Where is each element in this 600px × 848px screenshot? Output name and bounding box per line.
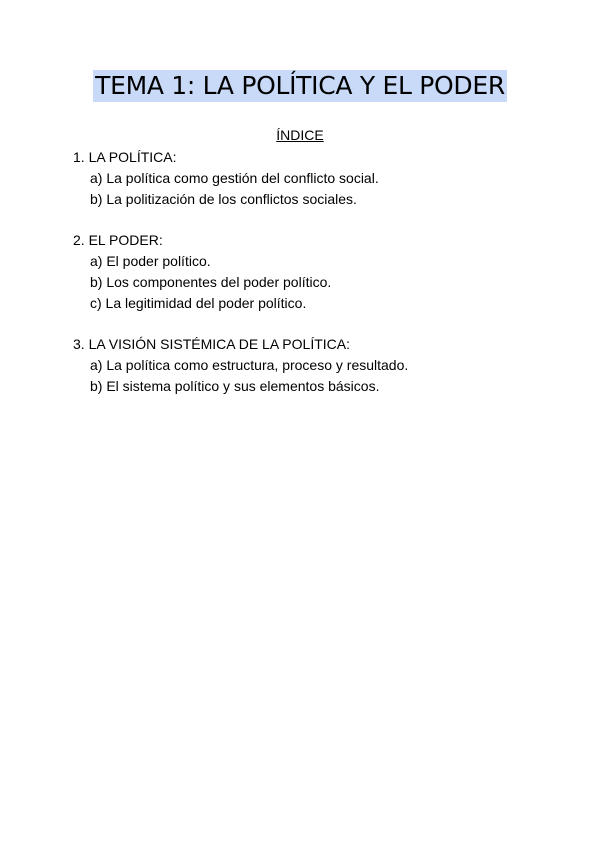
section-vision-sistemica — [73, 334, 573, 397]
list-item: b) La politización de los conflictos sociales. — [90, 191, 357, 207]
section-el-poder — [73, 230, 573, 314]
section-title: 2. EL PODER: — [73, 232, 163, 248]
title-container — [0, 70, 600, 102]
index-list — [73, 147, 573, 397]
list-item: c) La legitimidad del poder político. — [90, 295, 307, 311]
index-heading: ÍNDICE — [276, 127, 324, 143]
list-item: a) La política como gestión del conflicto social. — [90, 170, 379, 186]
list-item: b) Los componentes del poder político. — [90, 274, 332, 290]
list-item: a) El poder político. — [90, 253, 211, 269]
section-title: 1. LA POLÍTICA: — [73, 149, 177, 165]
list-item: a) La política como estructura, proceso y resultado. — [90, 357, 409, 373]
section-title: 3. LA VISIÓN SISTÉMICA DE LA POLÍTICA: — [73, 336, 350, 352]
list-item: b) El sistema político y sus elementos básicos. — [90, 378, 380, 394]
page-title: TEMA 1: LA POLÍTICA Y EL PODER — [95, 71, 505, 100]
section-la-politica — [73, 147, 573, 210]
